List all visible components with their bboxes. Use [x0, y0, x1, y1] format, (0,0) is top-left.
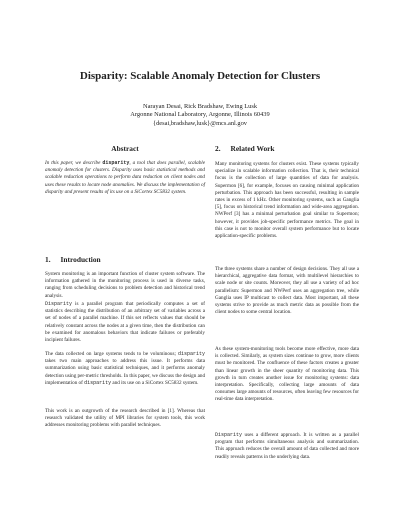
- tool-name: disparity: [177, 351, 205, 357]
- author-email: {desai,bradshaw,lusk}@mcs.anl.gov: [153, 119, 247, 127]
- tool-name: Disparity: [45, 301, 73, 307]
- tool-name: Disparity: [215, 432, 243, 438]
- intro-paragraph-3-end: and its use on a SiCortex SC5832 system.: [111, 379, 199, 386]
- intro-paragraph-4: This work is an outgrowth of the research described in [1]. Whereas that research validated the utility of MPI libraries for system tools, this work addresses monitoring problems with parallel techniques.: [45, 408, 205, 429]
- related-paragraph-3: As these system-monitoring tools become more effective, more data is collected. Similarly, as system sizes continue to grow, more clients must be monitored. The confluence of these factors creates a greater than linear growth in the sheer quantity of monitoring data. This growth in turn creates another issue for monitoring systems: data interpretation. Specifically, collecting large amounts of data consumes large amounts of resources, often leaving few resources for real-time data interpretation.: [215, 346, 359, 403]
- abstract-text-rest: , a tool that does parallel, scalable anomaly detection for clusters. Disparity uses basic statistical methods and scalable reduction operations to perform data reduction on client nodes and uses these results to locate node anomalies. We discuss the implementation of disparity and present results of its use on a SiCortex SC5832 system.: [45, 160, 206, 195]
- tool-name: disparity: [84, 379, 112, 386]
- tool-name: disparity: [102, 160, 130, 166]
- author-names: Narayan Desai, Rick Bradshaw, Ewing Lusk: [142, 103, 258, 110]
- author-block: [0, 103, 400, 128]
- section-number: 2.: [215, 144, 221, 153]
- related-paragraph-1: Many monitoring systems for clusters exist. These systems typically specialize in scalable information collection. That is, their technical focus is the collection of large quantities of data for analysis. Supermon [6], for example, focuses on causing minimal application perturbation. This approach has been successful, resulting in sample rates in excess of 1 kHz. Other monitoring systems, such as Ganglia [5], focus on historical trend information and wide-area aggregation. NWPerf [3] has a minimal perturbation goal similar to Supermon; however, it provides job-specific performance metrics. The goal in this case is not to monitor overall system performance but to locate application-specific problems.: [215, 161, 359, 240]
- intro-paragraph-2-text: is a parallel program that periodically computes a set of statistics describing the distribution of an arbitrary set of variables across a set of nodes of a parallel machine. If this set reflects values that should be relatively constant across the nodes at a given time, then the distribution can be examined for anomalous behaviors that indicate failures or preferably incipient failures.: [45, 301, 205, 344]
- intro-paragraph-3: [45, 351, 205, 387]
- abstract-heading: Abstract: [111, 144, 139, 153]
- paper-title: Disparity: Scalable Anomaly Detection for Clusters: [79, 70, 321, 82]
- section-number: 1.: [45, 255, 51, 264]
- related-paragraph-4-text: uses a different approach. It is written as a parallel program that performs simultaneous analysis and summarization. This approach reduces the overall amount of data collected and more readily reveals patterns in the underlying data.: [215, 432, 359, 460]
- section-title: Introduction: [60, 255, 101, 264]
- related-paragraph-2: The three systems share a number of design decisions. They all use a hierarchical, aggregative data format, with multilevel hierarchies to scale node or site counts. Moreover, they all use a variety of ad hoc parallelism: Supermon and NWPerf uses an aggregation tree, while Ganglia uses IP multicast to collect data. Most important, all these systems strive to provide as much metric data as possible from the client nodes to some central location.: [215, 266, 359, 316]
- related-work-heading: [215, 144, 275, 153]
- author-affiliation: Argonne National Laboratory, Argonne, Illinois 60439: [130, 111, 270, 119]
- intro-paragraph-3-start: The data collected on large systems tends to be voluminous;: [45, 351, 178, 357]
- introduction-heading: [45, 255, 101, 264]
- abstract-text-start: In this paper, we describe: [45, 160, 103, 166]
- section-title: Related Work: [230, 144, 275, 153]
- related-paragraph-4: [215, 432, 359, 461]
- abstract-text: [45, 160, 205, 196]
- intro-paragraph-2: [45, 301, 205, 344]
- intro-paragraph-1: System monitoring is an important function of cluster system software. The information gathered in the monitoring process is used in diverse tasks, ranging from scheduling decisions to problem detection and historical trend analysis.: [45, 271, 205, 299]
- intro-paragraph-3-middle: takes two main approaches to address this issue. It performs data summarization using basic statistical techniques, and it performs anomaly detection using per-metric thresholds. In this paper, we discuss the design and implementation of: [45, 358, 206, 386]
